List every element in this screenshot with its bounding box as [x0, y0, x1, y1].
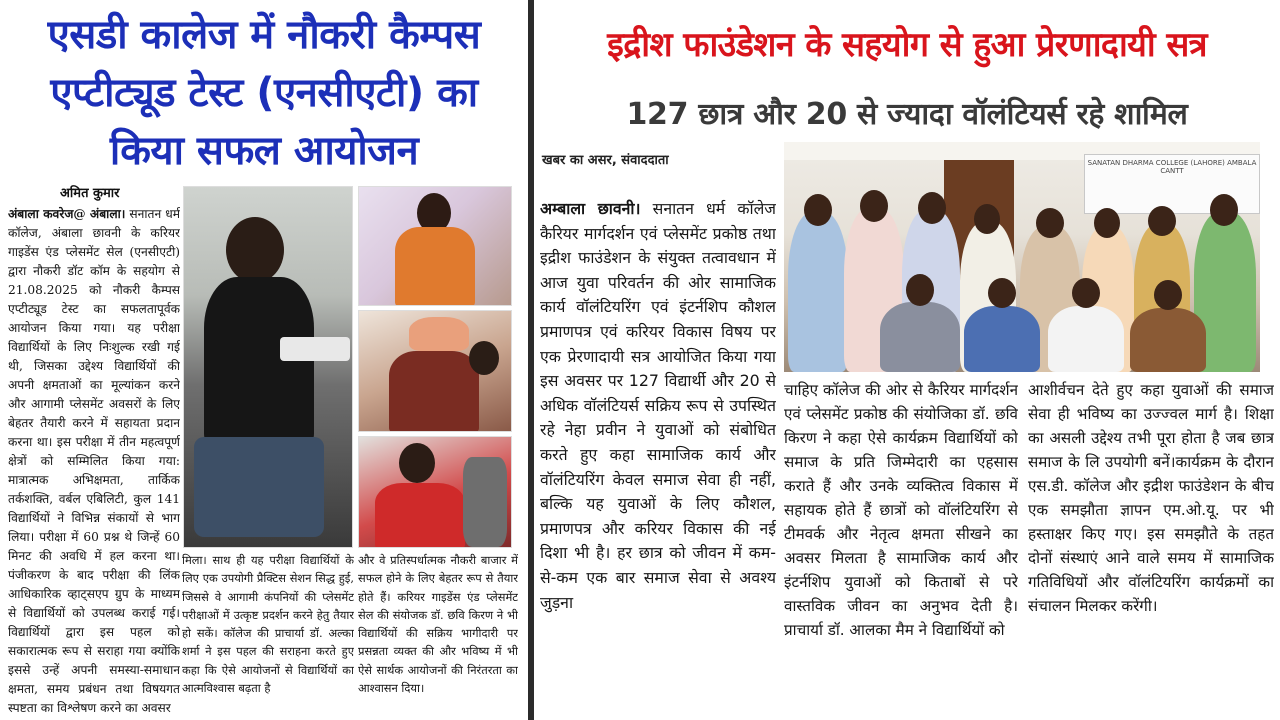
right-article-column-3: आशीर्वचन देते हुए कहा युवाओं की समाज सेवा ही भविष्य का उज्ज्वल मार्ग है। शिक्षा का असली उद्देश्य तभी पूरा होता है जब छात्र समाज के लि उपयोगी बनें।कार्यक्रम के दौरान एस.डी. कॉलेज और इद्रीश फाउंडेशन के बीच एक समझौता ज्ञापन एम.ओ.यू. पर भी हस्ताक्षर किए गए। इस समझौते के तहत दोनों संस्थाएं आने वाले समय में सामाजिक गतिविधियों और वॉलंटियरिंग कार्यक्रमों का संचालन मिलकर करेंगी। — [1028, 381, 1274, 615]
right-news-clipping — [534, 0, 1280, 720]
left-dateline: अंबाला कवरेज@ अंबाला। — [8, 207, 126, 221]
right-dateline: अम्बाला छावनी। — [540, 199, 641, 218]
student-laptop-photo — [183, 186, 353, 548]
left-author: अमित कुमार — [60, 186, 120, 201]
left-article-column-3: और वे प्रतिस्पर्धात्मक नौकरी बाजार में सफल होने के लिए बेहतर रूप से तैयार होते हैं। करियर गाइडेंस एंड प्लेसमेंट सेल की संयोजक डॉ. छवि किरण ने भी विद्यार्थियों की सक्रिय भागीदारी पर प्रसन्नता व्यक्त की और भविष्य में भी ऐसे सार्थक आयोजनों की निरंतरता का आश्वासन दिया। — [358, 553, 518, 696]
right-article-column-2: चाहिए कॉलेज की ओर से कैरियर मार्गदर्शन एवं प्लेसमेंट प्रकोष्ठ की संयोजिका डॉ. छवि किरण ने कहा ऐसे कार्यक्रम विद्यार्थियों को समाज के प्रति जिम्मेदारी का एहसास कराते हैं और उनके व्यक्तित्व विकास में सहायक होते हैं छात्रों को वॉलंटियरिंग से टीमवर्क और नेतृत्व क्षमता सीखने का अवसर मिलता है सामाजिक कार्य और इंटर्नशिप युवाओं को किताबों से परे वास्तविक जीवन का अनुभव देती है। प्राचार्या डॉ. आलका मैम ने विद्यार्थियों को — [784, 381, 1018, 639]
student-phone-photo — [358, 186, 512, 306]
left-col1-text: सनातन धर्म कॉलेज, अंबाला छावनी के करियर गाइडेंस एंड प्लेसमेंट सेल (एनसीएटी) द्वारा नौकरी डॉट कॉम के सहयोग से 21.08.2025 को नौकरी कैम्पस एप्टीट्यूड टेस्ट का सफलतापूर्वक आयोजन किया गया। यह परीक्षा विद्यार्थियों के लिए निःशुल्क रखी गई थी, जिसका उद्देश्य विद्यार्थियों की अपनी क्षमताओं का मूल्यांकन करने और आगामी प्लेसमेंट अवसरों के लिए बेहतर तैयारी करने में सहायता प्रदान करना था। इस परीक्षा में तीन महत्वपूर्ण क्षेत्रों को सम्मिलित किया गया: मात्रात्मक अभिक्षमता, तार्किक तर्कशक्ति, वर्बल एबिलिटी, कुल 141 विद्यार्थियों ने विभिन्न संकायों से भाग लिया। परीक्षा में 60 प्रश्न थे जिन्हें 60 मिनट की अवधि में हल करना था। पंजीकरण के बाद परीक्षा की लिंक आधिकारिक व्हाट्सएप ग्रुप के माध्यम से विद्यार्थियों को उपलब्ध कराई गई। विद्यार्थियों द्वारा इस पहल को सकारात्मक रूप से सराहा गया क्योंकि इससे उन्हें अपनी समस्या-समाधान क्षमता, समय प्रबंधन तथा विषयगत स्पष्टता का विश्लेषण करने का अवसर — [8, 207, 180, 715]
college-banner: SANATAN DHARMA COLLEGE (LAHORE) AMBALA CANTT — [1084, 154, 1260, 214]
right-byline: खबर का असर, संवाददाता — [542, 153, 669, 168]
left-headline: एसडी कालेज में नौकरी कैम्पस एप्टीट्यूड टेस्ट (एनसीएटी) का किया सफल आयोजन — [47, 12, 481, 174]
left-article-column-1 — [8, 205, 180, 717]
left-article-column-2: मिला। साथ ही यह परीक्षा विद्यार्थियों के लिए एक उपयोगी प्रैक्टिस सेशन सिद्ध हुई, जिससे वे आगामी कंपनियों की प्लेसमेंट परीक्षाओं में उत्कृष्ट प्रदर्शन करने हेतु तैयार हो सकें। कॉलेज की प्राचार्या डॉ. अल्का शर्मा ने इस पहल की सराहना करते हुए कहा कि ऐसे आयोजनों से विद्यार्थियों का आत्मविश्वास बढ़ता है — [182, 553, 354, 696]
students-group-photo — [358, 310, 512, 432]
left-news-clipping — [0, 0, 528, 720]
right-subheadline: 127 छात्र और 20 से ज्यादा वॉलंटियर्स रहे शामिल — [626, 97, 1188, 132]
right-article-column-1 — [540, 197, 776, 717]
right-col1-text: सनातन धर्म कॉलेज कैरियर मार्गदर्शन एवं प्लेसमेंट प्रकोष्ठ तथा इद्रीश फाउंडेशन के संयुक्त तत्वावधान में आज युवा परिवर्तन की ओर सामाजिक कार्य वॉलंटियरिंग एवं इंटर्नशिप कौशल प्रमाणपत्र एवं करियर विकास विषय पर एक प्रेरणादायी सत्र आयोजित किया गया इस अवसर पर 127 विद्यार्थी और 20 से अधिक वॉलंटियर्स सक्रिय रूप से उपस्थित रहे नेहा प्रवीन ने युवाओं को संबोधित करते हुए कहा सामाजिक कार्य और वॉलंटियरिंग केवल समाज सेवा ही नहीं, बल्कि यह युवाओं के लिए कौशल, प्रमाणपत्र और करियर विकास की नई दिशा भी है। हर छात्र को जीवन में कम-से-कम एक बार समाज सेवा से अवश्य जुड़ना — [540, 199, 776, 612]
student-red-shirt-photo — [358, 436, 512, 548]
right-headline: इद्रीश फाउंडेशन के सहयोग से हुआ प्रेरणादायी सत्र — [607, 25, 1207, 65]
group-photo — [784, 142, 1260, 372]
